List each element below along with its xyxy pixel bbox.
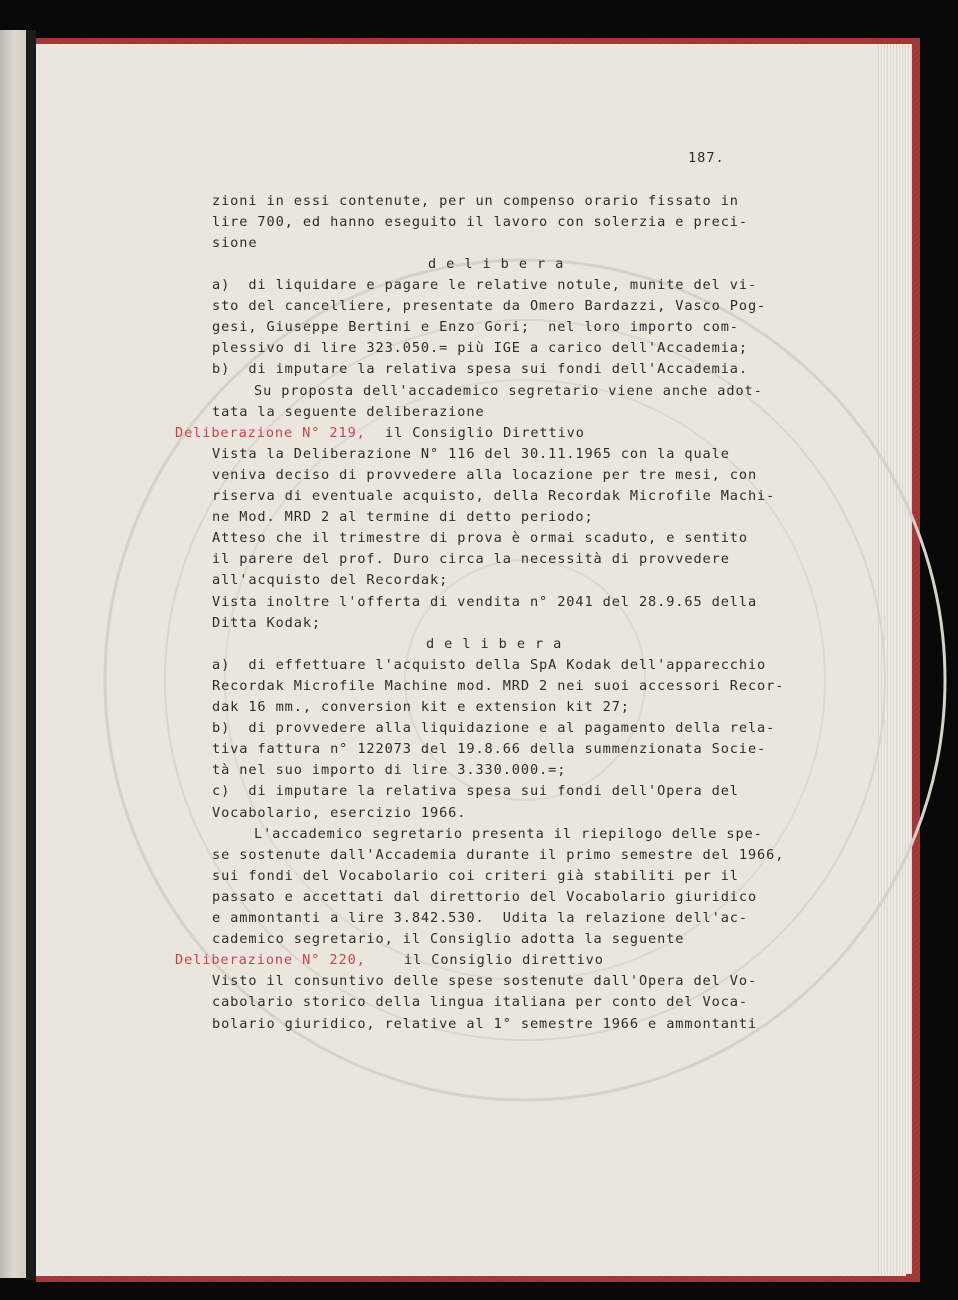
text-line: passato e accettati dal direttorio del Vocabolario giuridico xyxy=(212,889,758,905)
text-line: Su proposta dell'accademico segretario viene anche adot- xyxy=(254,383,763,399)
text-line: all'acquisto del Recordak; xyxy=(212,572,449,588)
text-line: bolario giuridico, relative al 1° semestre 1966 e ammontanti xyxy=(212,1016,758,1032)
text-line: gesi, Giuseppe Bertini e Enzo Gori; nel loro importo com- xyxy=(212,319,739,335)
heading-delibera: d e l i b e r a xyxy=(428,256,565,272)
text-line: tà nel suo importo di lire 3.330.000.=; xyxy=(212,762,567,778)
text-line: riserva di eventuale acquisto, della Recordak Microfile Machi- xyxy=(212,488,776,504)
text-line: tiva fattura n° 122073 del 19.8.66 della summenzionata Socie- xyxy=(212,741,767,757)
page-edges xyxy=(878,44,912,1274)
text-line: cabolario storico della lingua italiana per conto del Voca- xyxy=(212,994,748,1010)
text-line: cademico segretario, il Consiglio adotta la seguente xyxy=(212,931,685,947)
text-line: zioni in essi contenute, per un compenso orario fissato in xyxy=(212,193,739,209)
text-line: Atteso che il trimestre di prova è ormai scaduto, e sentito xyxy=(212,530,748,546)
text-line: L'accademico segretario presenta il riepilogo delle spe- xyxy=(254,826,763,842)
text-line: Visto il consuntivo delle spese sostenute dall'Opera del Vo- xyxy=(212,973,758,989)
text-line: c) di imputare la relativa spesa sui fondi dell'Opera del xyxy=(212,783,739,799)
text-line: tata la seguente deliberazione xyxy=(212,404,485,420)
text-line: il Consiglio direttivo xyxy=(404,952,604,968)
text-line: b) di imputare la relativa spesa sui fondi dell'Accademia. xyxy=(212,361,748,377)
heading-delibera: d e l i b e r a xyxy=(426,636,563,652)
text-line: veniva deciso di provvedere alla locazione per tre mesi, con xyxy=(212,467,758,483)
deliberation-number: Deliberazione N° 220, xyxy=(175,952,366,968)
text-line: Ditta Kodak; xyxy=(212,615,322,631)
text-line: e ammontanti a lire 3.842.530. Udita la relazione dell'ac- xyxy=(212,910,748,926)
deliberation-number: Deliberazione N° 219, xyxy=(175,425,366,441)
text-line: Vista la Deliberazione N° 116 del 30.11.1965 con la quale xyxy=(212,446,730,462)
text-line: sui fondi del Vocabolario coi criteri già stabiliti per il xyxy=(212,868,739,884)
text-line: Vista inoltre l'offerta di vendita n° 2041 del 28.9.65 della xyxy=(212,594,758,610)
book-binding xyxy=(26,30,36,1280)
text-line: il Consiglio Direttivo xyxy=(385,425,585,441)
text-line: lire 700, ed hanno eseguito il lavoro con solerzia e preci- xyxy=(212,214,748,230)
text-line: Vocabolario, esercizio 1966. xyxy=(212,805,467,821)
text-line: a) di effettuare l'acquisto della SpA Kodak dell'apparecchio xyxy=(212,657,767,673)
text-line: se sostenute dall'Accademia durante il primo semestre del 1966, xyxy=(212,847,785,863)
text-line: sione xyxy=(212,235,258,251)
text-line: b) di provvedere alla liquidazione e al pagamento della rela- xyxy=(212,720,776,736)
text-line: il parere del prof. Duro circa la necessità di provvedere xyxy=(212,551,730,567)
page-number: 187. xyxy=(688,150,725,166)
text-line: plessivo di lire 323.050.= più IGE a carico dell'Accademia; xyxy=(212,340,748,356)
text-line: ne Mod. MRD 2 al termine di detto periodo; xyxy=(212,509,594,525)
text-line: sto del cancelliere, presentate da Omero Bardazzi, Vasco Pog- xyxy=(212,298,767,314)
text-line: dak 16 mm., conversion kit e extension kit 27; xyxy=(212,699,630,715)
text-line: Recordak Microfile Machine mod. MRD 2 nei suoi accessori Recor- xyxy=(212,678,785,694)
text-line: a) di liquidare e pagare le relative notule, munite del vi- xyxy=(212,277,758,293)
